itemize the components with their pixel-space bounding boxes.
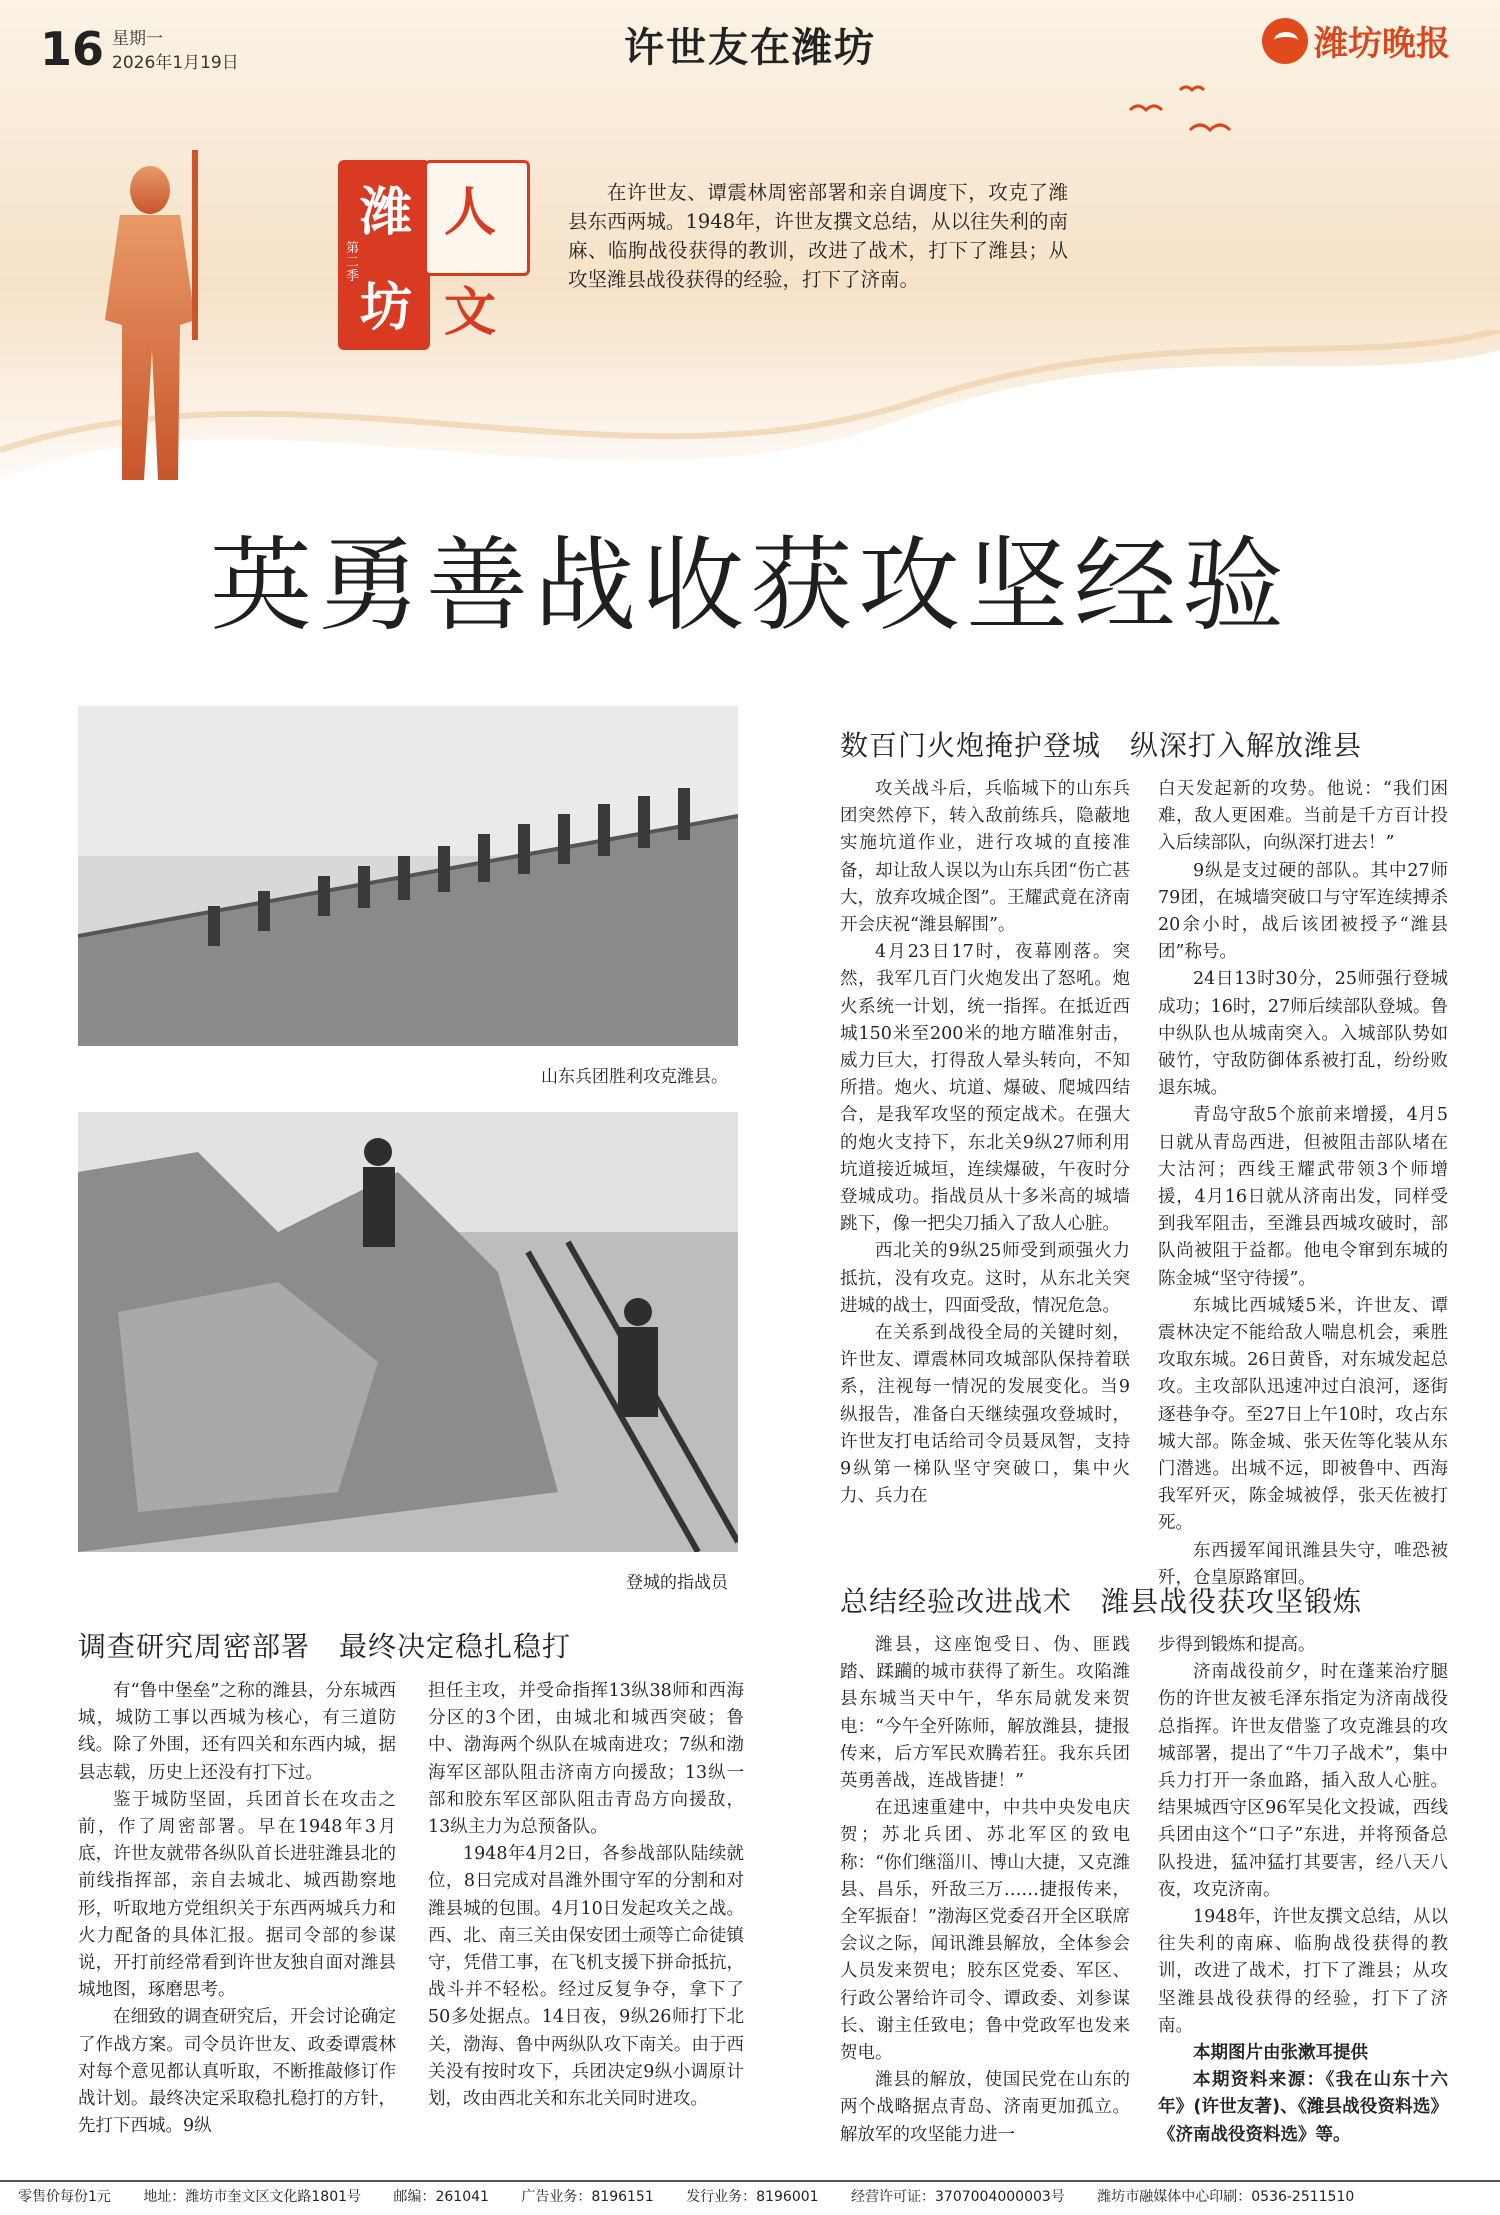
intro-paragraph: 在许世友、谭震林周密部署和亲自调度下，攻克了潍县东西两城。1948年，许世友撰文总结，从以往失利的南麻、临朐战役获得的教训，改进了战术，打下了潍县；从攻坚潍县战役获得的经验，打下了济南。 xyxy=(568,181,1068,291)
section2-col2-p3: 24日13时30分，25师强行登城成功；16时，27师后续部队登城。鲁中纵队也从城南突入。入城部队势如破竹，守敌防御体系被打乱，纷纷败退东城。 xyxy=(1158,969,1448,1099)
section2-col1-p2: 4月23日17时，夜幕刚落。突然，我军几百门火炮发出了怒吼。炮火系统一计划，统一指挥。在抵近西城150米至200米的地方瞄准射击，威力巨大，打得敌人晕头转向，不知所措。炮火、坑道、爆破、爬城四结合，是我军攻坚的预定战术。在强大的炮火支持下，东北关9纵27师利用坑道接近城垣，连续爆破，午夜时分登城成功。指战员从十多米高的城墙跳下，像一把尖刀插入了敌人心脏。 xyxy=(840,942,1130,1235)
photo-victory-caption: 山东兵团胜利攻克潍县。 xyxy=(541,1067,728,1087)
photo-climbing-caption: 登城的指战员 xyxy=(626,1573,728,1593)
footer-distribution: 发行业务：8196001 xyxy=(686,2189,819,2205)
column-badge xyxy=(338,160,526,350)
footer-divider xyxy=(0,2180,1500,2182)
footer xyxy=(18,2186,1488,2206)
badge-char-3: 坊 xyxy=(360,277,413,338)
page-date: 2026年1月19日 xyxy=(112,53,239,73)
photo-climbing xyxy=(78,1112,738,1552)
section2-col1-p4: 在关系到战役全局的关键时刻，许世友、谭震林同攻城部队保持着联系，注视每一情况的发展变化。当9纵报告，准备白天继续强攻登城时，许世友打电话给司令员聂凤智，支持9纵第一梯队坚守突破口，集中火力、兵力在 xyxy=(840,1323,1130,1507)
section1-title: 调查研究周密部署 最终决定稳扎稳打 xyxy=(78,1630,572,1663)
badge-season: 第二季 xyxy=(346,241,360,284)
section1-col1-p2: 鉴于城防坚固，兵团首长在攻击之前，作了周密部署。早在1948年3月底，许世友就带各纵队首长进驻潍县北的前线指挥部，亲自去城北、城西勘察地形，听取地方党组织关于东西两城兵力和火力配备的具体汇报。据司令部的参谋说，开打前经常看到许世友独自面对潍县城地图，琢磨思考。 xyxy=(78,1789,396,2001)
section2-col2-p6: 东西援军闻讯潍县失守，唯恐被歼，仓皇原路窜回。 xyxy=(1158,1540,1448,1588)
masthead-title: 潍坊晚报 xyxy=(1314,24,1450,64)
credit-photos: 本期图片由张漱耳提供 xyxy=(1193,2043,1368,2064)
section2-column-2 xyxy=(1158,776,1448,1592)
photo-victory-image xyxy=(78,706,738,1046)
footer-postcode: 邮编：261041 xyxy=(393,2189,489,2205)
section2-col1-p3: 西北关的9纵25师受到顽强火力抵抗，没有攻克。这时，从东北关突进城的战士，四面受敌，情况危急。 xyxy=(840,1241,1130,1316)
footer-license: 经营许可证：3707004000003号 xyxy=(851,2189,1065,2205)
section1-col1-p3: 在细致的调查研究后，开会讨论确定了作战方案。司令员许世友、政委谭震林对每个意见都认真听取，不断推敲修订作战计划。最终决定采取稳扎稳打的方针，先打下西城。9纵 xyxy=(78,2007,396,2137)
page-number: 16 xyxy=(40,22,105,76)
section-title: 许世友在潍坊 xyxy=(624,25,876,71)
section2-col2-p2: 9纵是支过硬的部队。其中27师79团，在城墙突破口与守军连续搏杀20余小时，战后该团被授予“潍县团”称号。 xyxy=(1158,860,1448,963)
section3-column-1 xyxy=(840,1632,1130,2149)
section1-col2-p1: 担任主攻，并受命指挥13纵38师和西海分区的3个团，由城北和城西突破；鲁中、渤海两个纵队在城南进攻；7纵和渤海军区部队阻击济南方向援敌；13纵一部和胶东军区部队阻击青岛方向援敌，13纵主力为总预备队。 xyxy=(428,1681,744,1838)
section3-col2-p3: 1948年，许世友撰文总结，从以往失利的南麻、临朐战役获得的教训，改进了战术，打下了潍县；从攻坚潍县战役获得的经验，打下了济南。 xyxy=(1158,1907,1448,2036)
birds-decoration-icon xyxy=(1120,80,1240,150)
section3-col2-p1: 步得到锻炼和提高。 xyxy=(1158,1635,1316,1655)
badge-char-1: 潍 xyxy=(360,182,413,243)
section3-col1-p3: 潍县的解放，使国民党在山东的两个战略据点青岛、济南更加孤立。解放军的攻坚能力进一 xyxy=(840,2070,1130,2145)
section1-col2-p2: 1948年4月2日，各参战部队陆续就位，8日完成对昌潍外围守军的分割和对潍县城的包围。4月10日发起攻关之战。西、北、南三关由保安团土顽等亡命徒镇守，凭借工事，在飞机支援下拼命抵抗，战斗并不轻松。经过反复争夺，拿下了50多处据点。14日夜，9纵26师打下北关，渤海、鲁中两纵队攻下南关。由于西关没有按时攻下，兵团决定9纵小调原计划，改由西北关和东北关同时进攻。 xyxy=(428,1844,744,2110)
soldier-silhouette-icon xyxy=(60,150,240,490)
badge-char-2: 人 xyxy=(444,182,497,243)
section2-col1-p1: 攻关战斗后，兵临城下的山东兵团突然停下，转入敌前练兵，隐蔽地实施坑道作业，进行攻城的直接准备，却让敌人误以为山东兵团“伤亡甚大，放弃攻城企图”。王耀武竟在济南开会庆祝“潍县解围”。 xyxy=(840,779,1130,936)
section1-col1-p1: 有“鲁中堡垒”之称的潍县，分东城西城，城防工事以西城为核心，有三道防线。除了外围，还有四关和东西内城，据县志载，历史上还没有打下过。 xyxy=(78,1681,396,1783)
section2-column-1 xyxy=(840,776,1130,1510)
credit-sources: 本期资料来源：《我在山东十六年》(许世友著)、《潍县战役资料选》《济南战役资料选》等。 xyxy=(1158,2070,1448,2145)
photo-climbing-image xyxy=(78,1112,738,1552)
section3-col2-p2: 济南战役前夕，时在蓬莱治疗腿伤的许世友被毛泽东指定为济南战役总指挥。许世友借鉴了攻克潍县的攻城部署，提出了“牛刀子战术”，集中兵力打开一条血路，插入敌人心脏。结果城西守区96军吴化文投诚，西线兵团由这个“口子”东进，并将预备总队投进，猛冲猛打其要害，经八天八夜，攻克济南。 xyxy=(1158,1662,1448,1900)
footer-ads: 广告业务：8196151 xyxy=(521,2189,654,2205)
section1-column-2 xyxy=(428,1678,744,2113)
headline: 英勇善战收获攻坚经验 xyxy=(210,527,1290,646)
badge-char-4: 文 xyxy=(444,282,497,343)
footer-price: 零售价每份1元 xyxy=(18,2189,111,2205)
section3-col1-p1: 潍县，这座饱受日、伪、匪践踏、蹂躏的城市获得了新生。攻陷潍县东城当天中午，华东局就发来贺电：“今午全歼陈师，解放潍县，捷报传来，后方军民欢腾若狂。我东兵团英勇善战，连战皆捷！” xyxy=(840,1635,1130,1792)
page-weekday: 星期一 xyxy=(112,29,163,49)
section1-column-1 xyxy=(78,1678,396,2140)
photo-victory xyxy=(78,706,738,1046)
footer-address: 地址：潍坊市奎文区文化路1801号 xyxy=(143,2189,362,2205)
section2-col2-p1: 白天发起新的攻势。他说：“我们困难，敌人更困难。当前是千方百计投入后续部队，向纵深打进去！” xyxy=(1158,779,1448,854)
section2-title: 数百门火炮掩护登城 纵深打入解放潍县 xyxy=(840,729,1363,762)
section3-column-2 xyxy=(1158,1632,1448,2149)
section2-col2-p5: 东城比西城矮5米，许世友、谭震林决定不能给敌人喘息机会，乘胜攻取东城。26日黄昏，对东城发起总攻。主攻部队迅速冲过白浪河，逐街逐巷争夺。至27日上午10时，攻占东城大部。陈金城、张天佐等化装从东门潜逃。出城不远，即被鲁中、西海我军歼灭，陈金城被俘，张天佐被打死。 xyxy=(1158,1295,1448,1534)
section3-col1-p2: 在迅速重建中，中共中央发电庆贺；苏北兵团、苏北军区的致电称：“你们继淄川、博山大捷，又克潍县、昌乐，歼敌三万……捷报传来，全军振奋！”渤海区党委召开全区联席会议之际，闻讯潍县解放，全体参会人员发来贺电；胶东区党委、军区、行政公署给许司令、谭政委、刘参谋长、谢主任致电；鲁中党政军也发来贺电。 xyxy=(840,1798,1130,2064)
masthead-logo-icon xyxy=(1262,18,1308,64)
section3-title: 总结经验改进战术 潍县战役获攻坚锻炼 xyxy=(840,1585,1363,1618)
footer-printer: 潍坊市融媒体中心印刷：0536-2511510 xyxy=(1097,2189,1355,2205)
section2-col2-p4: 青岛守敌5个旅前来增援，4月5日就从青岛西进，但被阻击部队堵在大沽河；西线王耀武带领3个师增援，4月16日就从济南出发，同样受到我军阻击，至潍县西城攻破时，部队尚被阻于益都。他电令窜到东城的陈金城“坚守待援”。 xyxy=(1158,1105,1448,1289)
